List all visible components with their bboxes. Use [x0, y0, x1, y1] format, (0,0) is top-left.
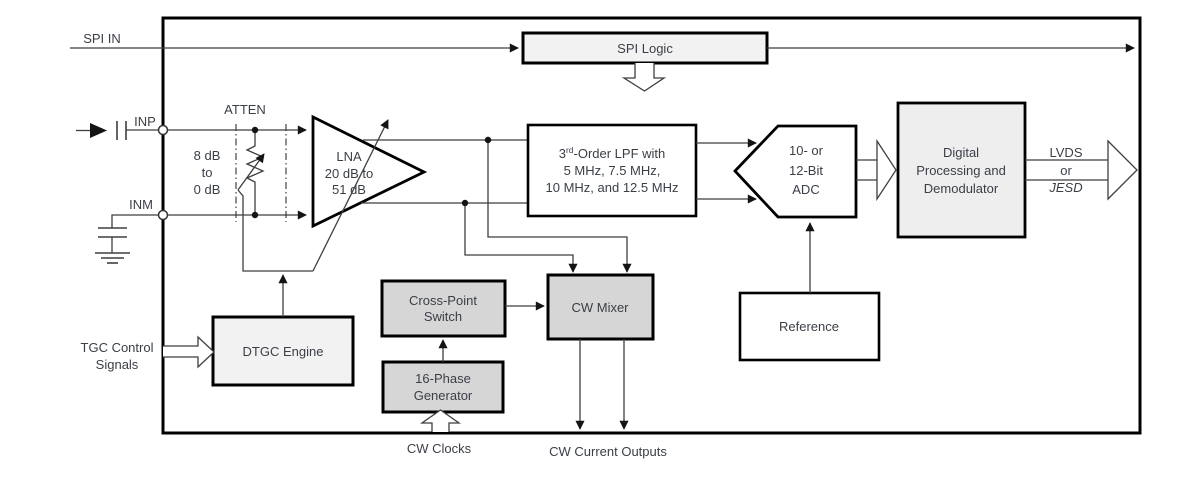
reference-label: Reference — [779, 319, 839, 334]
digital-label-line2: Processing and — [916, 163, 1006, 178]
spi-in-label: SPI IN — [83, 31, 121, 46]
digital-label-line1: Digital — [942, 145, 980, 160]
lpf-label-rest: -Order LPF with — [573, 146, 666, 161]
dtgc-section — [81, 275, 353, 385]
adc-out-arrowhead-icon — [877, 141, 896, 199]
ground-icon — [95, 253, 130, 263]
phase-generator-block — [383, 362, 503, 412]
output-arrowhead-icon — [1108, 141, 1137, 199]
tgc-input-arrow-icon — [163, 337, 214, 367]
lpf-label-superscript: rd — [565, 145, 574, 155]
cw-section — [382, 275, 667, 459]
spi-control-down-arrow-icon — [624, 63, 664, 91]
junction-dot — [252, 127, 258, 133]
adc-section — [735, 126, 896, 217]
lpf-label-line3: 10 MHz, and 12.5 MHz — [545, 180, 679, 195]
inm-pin-circle — [159, 211, 168, 220]
inp-input-arrow-icon — [90, 123, 107, 138]
digital-label-line3: Demodulator — [923, 181, 999, 196]
output-label-line2: or — [1060, 163, 1072, 178]
cw-mixer-label: CW Mixer — [571, 300, 629, 315]
inp-pin-circle — [159, 126, 168, 135]
junction-dot — [485, 137, 491, 143]
tgc-label-line1: TGC Control — [80, 340, 154, 355]
junction-dot — [252, 212, 258, 218]
dtgc-label: DTGC Engine — [242, 344, 324, 359]
spi-logic-label: SPI Logic — [617, 41, 673, 56]
lna-label-line3: 51 dB — [332, 182, 366, 197]
cw-clocks-label: CW Clocks — [406, 441, 472, 456]
junction-dot — [462, 200, 468, 206]
reference-section — [740, 223, 879, 360]
inm-label: INM — [129, 197, 153, 212]
lna-label-line2: 20 dB to — [324, 166, 374, 181]
digital-processing-section — [898, 103, 1025, 237]
inp-label: INP — [134, 114, 156, 129]
atten-range-line2: to — [201, 165, 213, 180]
gain-control-line — [238, 190, 313, 271]
spi-section — [70, 31, 1134, 91]
output-label-line1: LVDS — [1049, 145, 1083, 160]
atten-label: ATTEN — [224, 102, 266, 117]
variable-resistor-icon — [247, 130, 263, 215]
adc-label-line2: 12-Bit — [789, 163, 823, 178]
lpf-section — [528, 125, 756, 216]
lna-label-line1: LNA — [336, 149, 362, 164]
inm-gnd-line — [112, 215, 158, 228]
atten-range-line1: 8 dB — [193, 148, 221, 163]
cross-point-label-line2: Switch — [423, 309, 463, 324]
phase-label-line1: 16-Phase — [415, 371, 471, 386]
phase-label-line2: Generator — [413, 388, 473, 403]
input-section — [76, 114, 306, 263]
attenuator-section — [194, 102, 313, 271]
adc-label-line1: 10- or — [789, 143, 823, 158]
adc-label-line3: ADC — [792, 182, 820, 197]
tgc-label-line2: Signals — [95, 357, 139, 372]
atten-range-line3: 0 dB — [193, 182, 221, 197]
cross-point-label-line1: Cross-Point — [409, 293, 477, 308]
lpf-label-base: 3 — [558, 146, 566, 161]
lpf-label-line1 — [559, 145, 666, 161]
cw-current-outputs-label: CW Current Outputs — [549, 444, 667, 459]
output-section — [1025, 141, 1137, 199]
output-label-line3: JESD — [1049, 180, 1083, 195]
lpf-label-line2: 5 MHz, 7.5 MHz, — [563, 163, 661, 178]
